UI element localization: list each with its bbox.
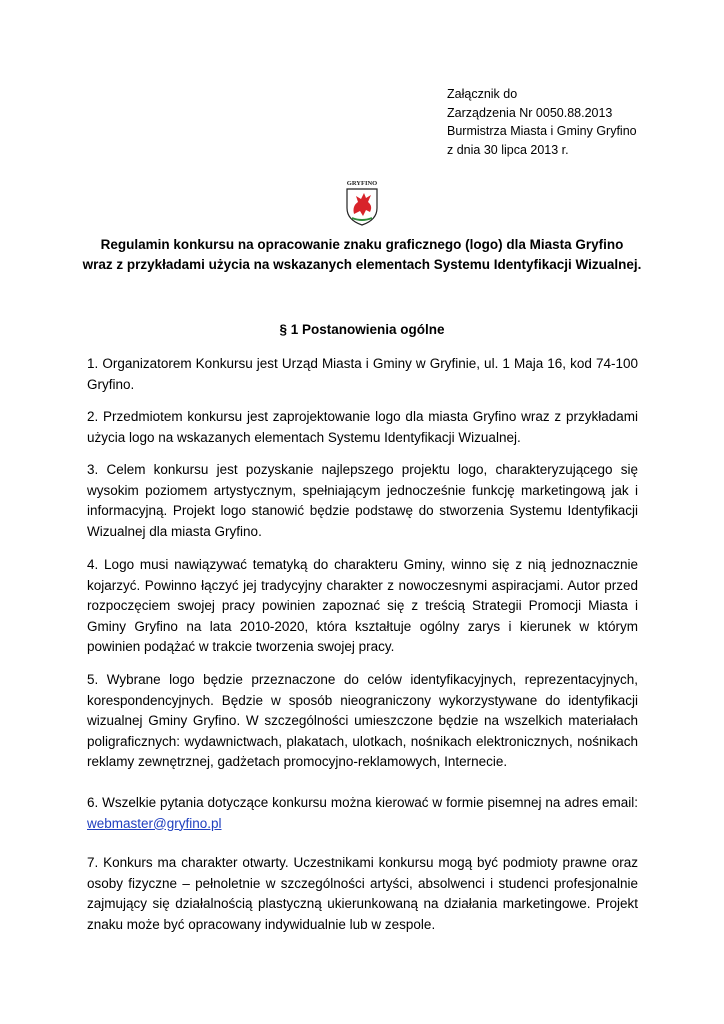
document-title: [60, 235, 664, 275]
crest-label: GRYFINO: [346, 180, 378, 187]
annex-note: [447, 85, 637, 159]
email-link[interactable]: webmaster@gryfino.pl: [87, 815, 222, 831]
section-heading: § 1 Postanowienia ogólne: [279, 322, 445, 337]
paragraph-4: 4. Logo musi nawiązywać tematyką do charakteru Gminy, winno się z nią jednoznacznie kojarzyć. Powinno łączyć jej tradycyjny charakter z nowoczesnymi aspiracjami. Autor przed rozpoczęciem swojej pracy powinien zapoznać się z treścią Strategii Promocji Miasta i Gminy Gryfino na lata 2010-2020, która kształtuje ogólny zarys i kierunek w którym powinien podążać w trakcie tworzenia swojej pracy.: [87, 557, 638, 654]
paragraph-6-text: 6. Wszelkie pytania dotyczące konkursu można kierować w formie pisemnej na adres email:: [87, 795, 638, 810]
griffin-crest-icon: [340, 178, 384, 226]
annex-line-3: Burmistrza Miasta i Gminy Gryfino: [447, 124, 637, 138]
title-line-2: wraz z przykładami użycia na wskazanych elementach Systemu Identyfikacji Wizualnej.: [82, 257, 642, 272]
paragraph-6: [87, 793, 638, 834]
paragraph-5: 5. Wybrane logo będzie przeznaczone do celów identyfikacyjnych, reprezentacyjnych, korespondencyjnych. Będzie w sposób nieograniczony wykorzystywane do identyfikacji wizualnej Gminy Gryfino. W szczególności umieszczone będzie na wszelkich materiałach poligraficznych: wydawnictwach, plakatach, ulotkach, nośnikach elektronicznych, nośnikach reklamy zewnętrznej, gadżetach promocyjno-reklamowych, Internecie.: [87, 672, 638, 769]
paragraph-1: 1. Organizatorem Konkursu jest Urząd Miasta i Gminy w Gryfinie, ul. 1 Maja 16, kod 74-100 Gryfino.: [87, 356, 638, 392]
annex-line-4: z dnia 30 lipca 2013 r.: [447, 142, 569, 157]
paragraph-3: 3. Celem konkursu jest pozyskanie najlepszego projektu logo, charakteryzującego się wysokim poziomem artystycznym, spełniającym jednocześnie funkcję marketingową jak i informacyjną. Projekt logo stanowić będzie podstawę do stworzenia Systemu Identyfikacji Wizualnej dla miasta Gryfino.: [87, 462, 638, 539]
title-line-1: Regulamin konkursu na opracowanie znaku graficznego (logo) dla Miasta Gryfino: [100, 237, 624, 252]
paragraph-7: 7. Konkurs ma charakter otwarty. Uczestnikami konkursu mogą być podmioty prawne oraz osoby fizyczne – pełnoletnie w szczególności artyści, absolwenci i studenci profesjonalnie zajmujący się działalnością plastyczną ukierunkowaną na działania marketingowe. Projekt znaku może być opracowany indywidualnie lub w zespole.: [87, 855, 638, 932]
paragraph-2: 2. Przedmiotem konkursu jest zaprojektowanie logo dla miasta Gryfino wraz z przykładami użycia logo na wskazanych elementach Systemu Identyfikacji Wizualnej.: [87, 409, 638, 445]
annex-line-1: Załącznik do: [447, 87, 518, 101]
annex-line-2: Zarządzenia Nr 0050.88.2013: [447, 105, 613, 120]
